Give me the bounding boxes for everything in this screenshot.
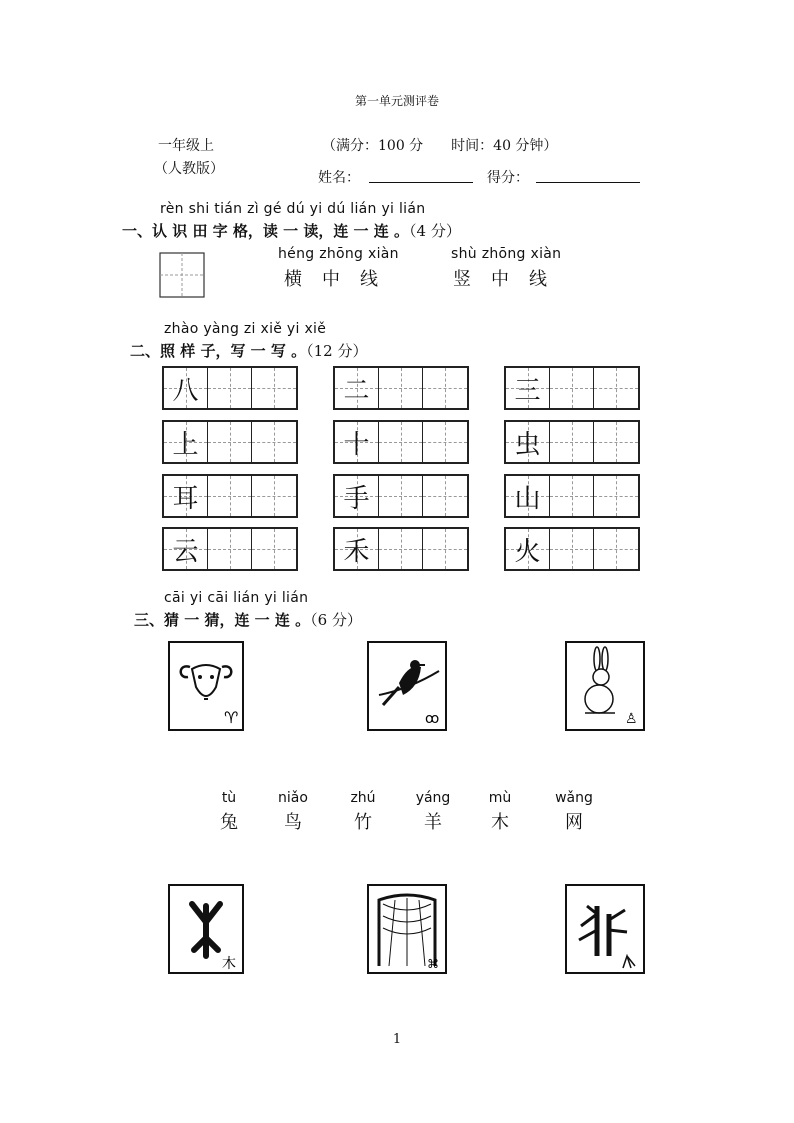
practice-cell[interactable]	[208, 476, 252, 516]
q2-pinyin: zhào yàng zi xiě yi xiě	[164, 321, 327, 337]
net-picture[interactable]	[367, 884, 447, 974]
score-time-label: （满分：100 分 时间：40 分钟）	[322, 138, 558, 154]
name-field[interactable]	[369, 182, 473, 183]
model-char: 禾	[343, 536, 370, 567]
svg-text:木: 木	[222, 956, 236, 972]
page-number: 1	[392, 1032, 402, 1047]
practice-cell[interactable]	[252, 476, 296, 516]
practice-cell[interactable]	[379, 422, 423, 462]
practice-cell[interactable]	[594, 476, 638, 516]
page-title: 第一单元测评卷	[354, 94, 439, 108]
model-char: 上	[172, 429, 199, 460]
model-char-cell	[506, 529, 550, 569]
model-char: 虫	[514, 429, 541, 460]
q1-heading-text: 一、认 识 田 字 格，读 一 读，连 一 连 。	[122, 222, 410, 240]
name-label: 姓名：	[318, 170, 360, 186]
model-char-cell	[506, 422, 550, 462]
practice-cell[interactable]	[550, 368, 594, 408]
model-char-cell	[506, 368, 550, 408]
q3-heading	[134, 609, 362, 630]
practice-cell[interactable]	[594, 529, 638, 569]
practice-cell[interactable]	[594, 368, 638, 408]
word-hanzi: 木	[491, 812, 509, 833]
practice-cell[interactable]	[379, 476, 423, 516]
practice-cell[interactable]	[550, 529, 594, 569]
word-pinyin: wǎng	[555, 790, 593, 806]
word-pinyin: mù	[488, 790, 512, 806]
model-char: 云	[172, 536, 199, 567]
svg-text:♙: ♙	[625, 711, 638, 727]
q1-item1-hanzi: 横中线	[284, 269, 398, 290]
practice-cell[interactable]	[252, 368, 296, 408]
writing-row	[162, 366, 298, 410]
model-char-cell	[335, 476, 379, 516]
writing-row	[504, 366, 640, 410]
model-char-cell	[164, 422, 208, 462]
model-char-cell	[506, 476, 550, 516]
practice-cell[interactable]	[423, 476, 467, 516]
word-hanzi: 羊	[424, 812, 442, 833]
practice-cell[interactable]	[550, 422, 594, 462]
model-char: 耳	[172, 483, 199, 514]
practice-cell[interactable]	[208, 368, 252, 408]
writing-row	[162, 474, 298, 518]
model-char: 八	[172, 375, 199, 406]
q3-pinyin: cāi yi cāi lián yi lián	[164, 590, 309, 606]
word-item[interactable]	[544, 790, 604, 834]
practice-cell[interactable]	[252, 529, 296, 569]
bamboo-picture[interactable]	[565, 884, 645, 974]
word-pinyin: zhú	[350, 790, 376, 806]
model-char-cell	[335, 368, 379, 408]
q1-item2-pinyin: shù zhōng xiàn	[451, 246, 562, 262]
grade-label: 一年级上	[158, 138, 214, 154]
practice-cell[interactable]	[423, 368, 467, 408]
practice-cell[interactable]	[423, 529, 467, 569]
model-char: 手	[343, 483, 370, 514]
word-item[interactable]	[333, 790, 393, 834]
q1-item1-pinyin: héng zhōng xiàn	[278, 246, 399, 262]
model-char-cell	[335, 422, 379, 462]
writing-row	[333, 420, 469, 464]
practice-cell[interactable]	[208, 422, 252, 462]
practice-cell[interactable]	[252, 422, 296, 462]
model-char: 三	[514, 375, 541, 406]
word-item[interactable]	[403, 790, 463, 834]
word-item[interactable]	[263, 790, 323, 834]
model-char-cell	[335, 529, 379, 569]
word-hanzi: 竹	[354, 812, 372, 833]
writing-row	[504, 474, 640, 518]
edition-label: （人教版）	[154, 161, 224, 177]
q2-score: （12 分）	[306, 342, 368, 360]
practice-cell[interactable]	[423, 422, 467, 462]
practice-cell[interactable]	[208, 529, 252, 569]
q2-heading	[130, 340, 367, 361]
model-char-cell	[164, 368, 208, 408]
svg-text:ꝏ: ꝏ	[425, 711, 440, 727]
word-item[interactable]	[199, 790, 259, 834]
writing-row	[504, 527, 640, 571]
bird-picture[interactable]	[367, 641, 447, 731]
writing-row	[162, 420, 298, 464]
svg-text:⌘: ⌘	[427, 957, 439, 971]
writing-row	[333, 527, 469, 571]
q1-score: （4 分）	[409, 222, 461, 240]
svg-text:♈: ♈	[224, 708, 239, 727]
writing-row	[162, 527, 298, 571]
tian-zi-ge-grid	[159, 252, 205, 298]
practice-cell[interactable]	[550, 476, 594, 516]
sheep-picture[interactable]	[168, 641, 244, 731]
model-char: 山	[514, 483, 541, 514]
word-hanzi: 网	[565, 812, 583, 833]
score-label: 得分：	[487, 170, 529, 186]
practice-cell[interactable]	[379, 529, 423, 569]
q3-heading-text: 三、猜 一 猜，连 一 连 。	[134, 611, 311, 629]
writing-row	[333, 474, 469, 518]
practice-cell[interactable]	[379, 368, 423, 408]
score-field[interactable]	[536, 182, 640, 183]
word-pinyin: tù	[221, 790, 237, 806]
practice-cell[interactable]	[594, 422, 638, 462]
tree-picture[interactable]	[168, 884, 244, 974]
q2-heading-text: 二、照 样 子，写 一 写 。	[130, 342, 307, 360]
word-item[interactable]	[470, 790, 530, 834]
q1-pinyin: rèn shi tián zì gé dú yi dú lián yi lián	[160, 201, 426, 217]
word-hanzi: 鸟	[284, 812, 302, 833]
q3-score: （6 分）	[310, 611, 362, 629]
q1-item2-hanzi: 竖中线	[453, 269, 567, 290]
rabbit-picture[interactable]	[565, 641, 645, 731]
word-hanzi: 兔	[220, 812, 238, 833]
writing-row	[333, 366, 469, 410]
model-char-cell	[164, 529, 208, 569]
q1-heading	[122, 220, 461, 241]
model-char: 火	[514, 536, 541, 567]
model-char: 二	[343, 375, 370, 406]
model-char-cell	[164, 476, 208, 516]
word-pinyin: niǎo	[278, 790, 308, 806]
word-pinyin: yáng	[415, 790, 451, 806]
model-char: 十	[343, 429, 370, 460]
writing-row	[504, 420, 640, 464]
